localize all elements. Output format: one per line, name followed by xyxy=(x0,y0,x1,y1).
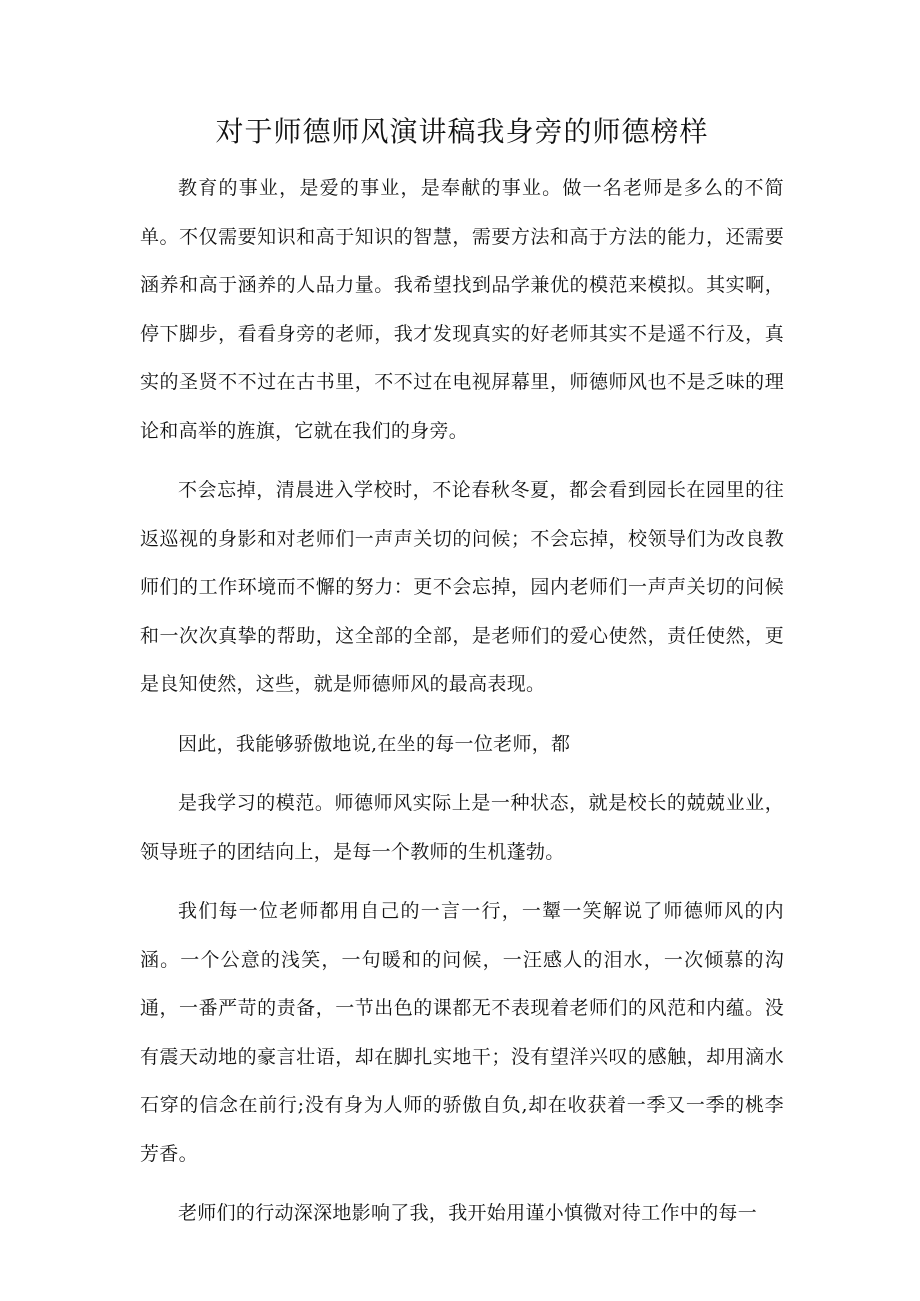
paragraph-4: 是我学习的模范。师德师风实际上是一种状态，就是校长的兢兢业业，领导班子的团结向上，是每一个教师的生机蓬勃。 xyxy=(140,792,784,863)
paragraph-3: 因此，我能够骄傲地说,在坐的每一位老师，都 xyxy=(178,732,571,755)
document-title: 对于师德师风演讲稿我身旁的师德榜样 xyxy=(215,115,709,148)
paragraph-6: 老师们的行动深深地影响了我，我开始用谨小慎微对待工作中的每一 xyxy=(178,1202,758,1224)
paragraph-5: 我们每一位老师都用自己的一言一行，一颦一笑解说了师德师风的内涵。一个公意的浅笑，一句暖和的问候，一汪感人的泪水，一次倾慕的沟通，一番严苛的责备，一节出色的课都无不表现着老师们的风范和内蕴。没有震天动地的豪言壮语，却在脚扎实地干；没有望洋兴叹的感触，却用滴水石穿的信念在前行;没有身为人师的骄傲自负,却在收获着一季又一季的桃李芳香。 xyxy=(140,900,784,1165)
paragraph-2: 不会忘掉，清晨进入学校时，不论春秋冬夏，都会看到园长在园里的往返巡视的身影和对老师们一声声关切的问候；不会忘掉，校领导们为改良教师们的工作环境而不懈的努力：更不会忘掉，园内老师们一声声关切的问候和一次次真挚的帮助，这全部的全部，是老师们的爱心使然，责任使然，更是良知使然，这些，就是师德师风的最高表现。 xyxy=(140,479,784,695)
paragraph-1: 教育的事业，是爱的事业，是奉献的事业。做一名老师是多么的不简单。不仅需要知识和高于知识的智慧，需要方法和高于方法的能力，还需要涵养和高于涵养的人品力量。我希望找到品学兼优的模范来模拟。其实啊，停下脚步，看看身旁的老师，我才发现真实的好老师其实不是遥不行及，真实的圣贤不不过在古书里，不不过在电视屏幕里，师德师风也不是乏味的理论和高举的旌旗，它就在我们的身旁。 xyxy=(140,177,784,442)
